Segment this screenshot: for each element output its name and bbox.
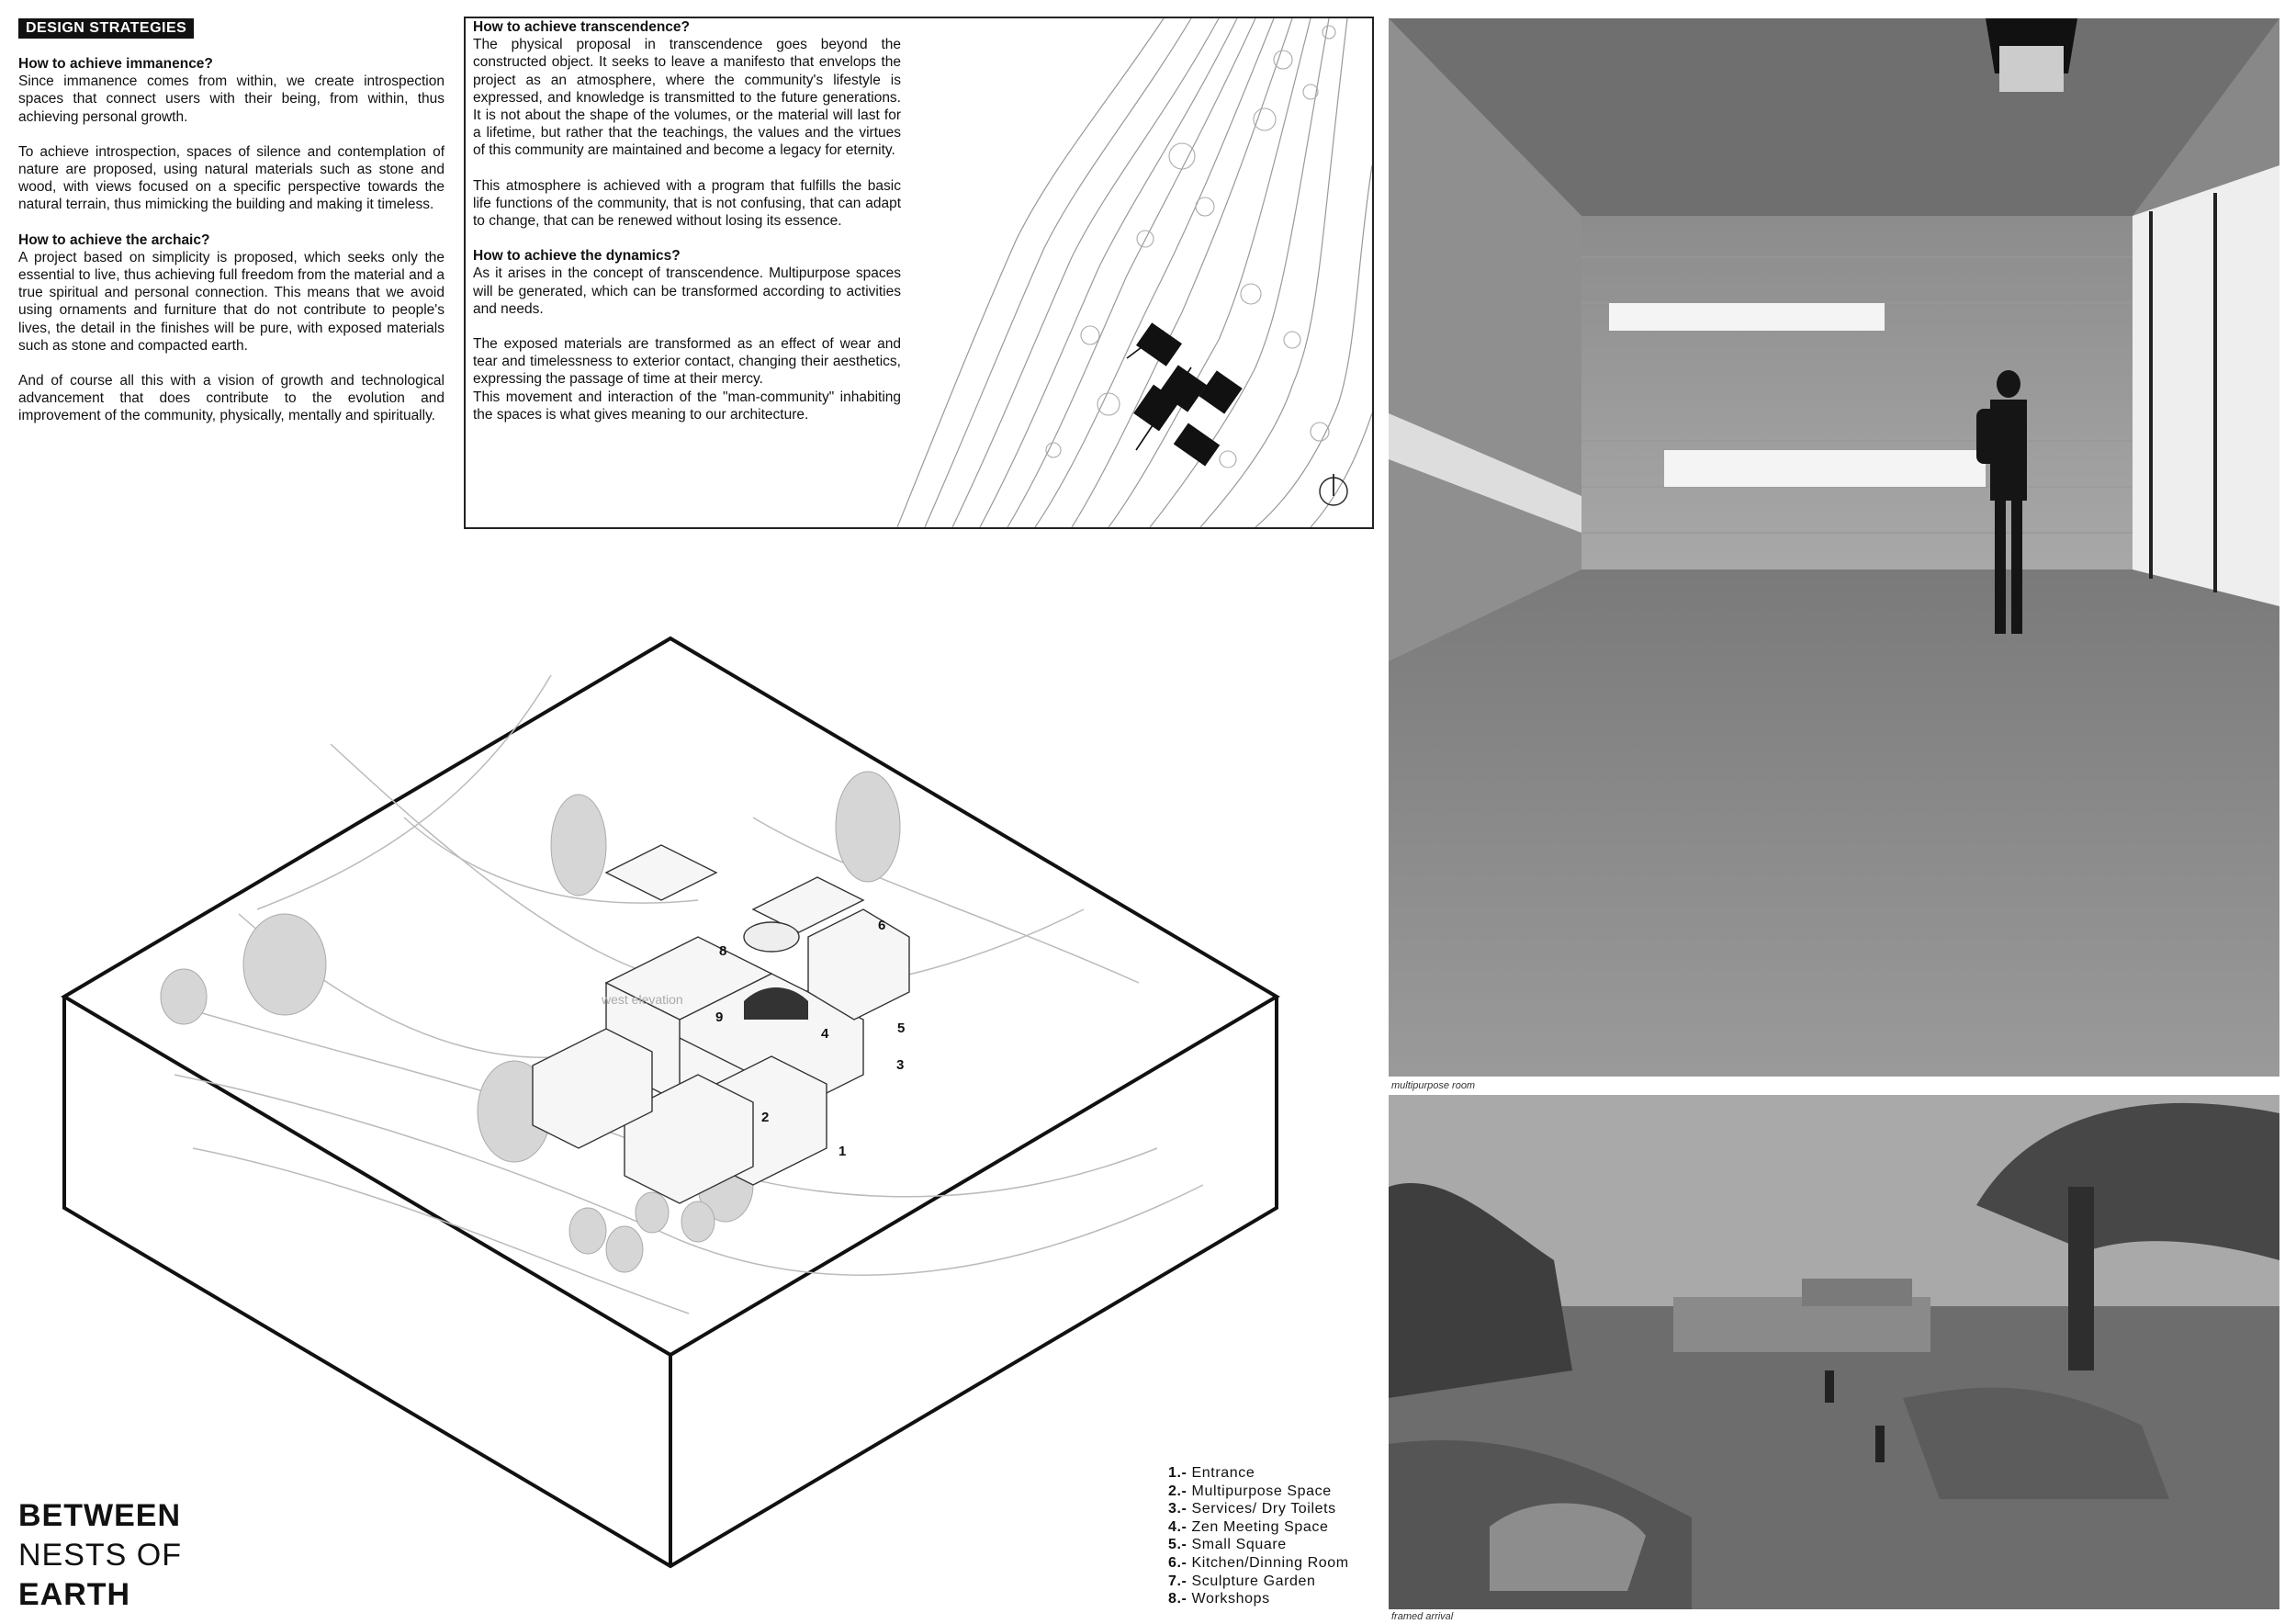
axo-number-5: 5 (897, 1021, 906, 1036)
heading-immanence: How to achieve immanence? (18, 56, 213, 72)
paragraph: The physical proposal in transcendence goes beyond the constructed object. It seeks to leave a manifesto that envelops the project as an atmosphere, where the community's lifestyle is expressed, and knowledge is transmitted to the future generations. It is not about the shape of the volumes, or the material will last for a lifetime, but rather that the teachings, the values and the virtues of this community are maintained and become a legacy for eternity. (473, 37, 901, 159)
legend-item: 2.- Multipurpose Space (1168, 1483, 1332, 1499)
paragraph: The exposed materials are transformed as an effect of wear and tear and timelessness to exterior contact, changing their aesthetics, expressing the passage of time at their mercy. This movement and interaction of the "man-community" inhabiting the spaces is what gives meaning to our architecture. (473, 336, 901, 423)
legend-item: 3.- Services/ Dry Toilets (1168, 1501, 1336, 1517)
paragraph: This atmosphere is achieved with a program that fulfills the basic life functions of the community, that is not confusing, that can adapt to change, that can be renewed without losing its essence. (473, 177, 901, 230)
heading-dynamics: How to achieve the dynamics? (473, 248, 681, 265)
site-plan-panel (464, 17, 1374, 529)
legend-item: 4.- Zen Meeting Space (1168, 1518, 1329, 1535)
axo-number-9: 9 (715, 1009, 724, 1025)
section-tag: DESIGN STRATEGIES (18, 18, 194, 39)
building-footprints (1133, 322, 1242, 466)
title-line-3: EARTH (18, 1577, 131, 1612)
heading-archaic: How to achieve the archaic? (18, 231, 210, 248)
middle-text-column (473, 18, 901, 441)
heading-transcendence: How to achieve transcendence? (473, 19, 691, 35)
axonometric-site-model (55, 634, 1286, 1589)
north-arrow-icon (1320, 474, 1347, 505)
axo-number-1: 1 (838, 1144, 847, 1159)
caption-multipurpose: multipurpose room (1391, 1080, 1476, 1091)
legend-item: 1.- Entrance (1168, 1465, 1255, 1481)
axo-number-4: 4 (821, 1026, 829, 1042)
legend-item: 8.- Workshops (1168, 1591, 1270, 1607)
render-multipurpose-room (1389, 18, 2279, 1077)
axo-label: west elevation (602, 992, 683, 1007)
render-framed-arrival (1389, 1095, 2279, 1609)
axo-number-3: 3 (896, 1057, 905, 1073)
paragraph: As it arises in the concept of transcendence. Multipurpose spaces will be generated, which can be transformed according to activities and needs. (473, 265, 901, 317)
paragraph: A project based on simplicity is proposed, which seeks only the essential to live, thus achieving full freedom from the material and a true spiritual and personal connection. This means that we avoid using ornaments and furniture that do not contribute to people's lives, the detail in the finishes will be pure, with exposed materials such as stone and compacted earth. (18, 249, 445, 354)
program-legend (1168, 1464, 1349, 1608)
caption-arrival: framed arrival (1391, 1611, 1454, 1622)
axo-number-6: 6 (878, 918, 886, 933)
left-text-column (18, 55, 445, 443)
paragraph: And of course all this with a vision of growth and technological advancement that does contribute to the evolution and improvement of the community, physically, mentally and spiritually. (18, 373, 445, 424)
legend-item: 7.- Sculpture Garden (1168, 1573, 1316, 1589)
axo-number-2: 2 (761, 1110, 770, 1125)
paragraph: To achieve introspection, spaces of silence and contemplation of nature are proposed, using natural materials such as stone and wood, with views focused on a specific perspective towards the natural terrain, thus mimicking the building and making it timeless. (18, 143, 445, 213)
title-line-1: BETWEEN (18, 1498, 181, 1533)
axo-number-8: 8 (719, 943, 727, 959)
legend-item: 5.- Small Square (1168, 1537, 1287, 1553)
title-line-2: NESTS OF (18, 1538, 183, 1573)
legend-item: 6.- Kitchen/Dinning Room (1168, 1554, 1349, 1571)
paragraph: Since immanence comes from within, we create introspection spaces that connect users with their being, from within, thus achieving personal growth. (18, 73, 445, 125)
